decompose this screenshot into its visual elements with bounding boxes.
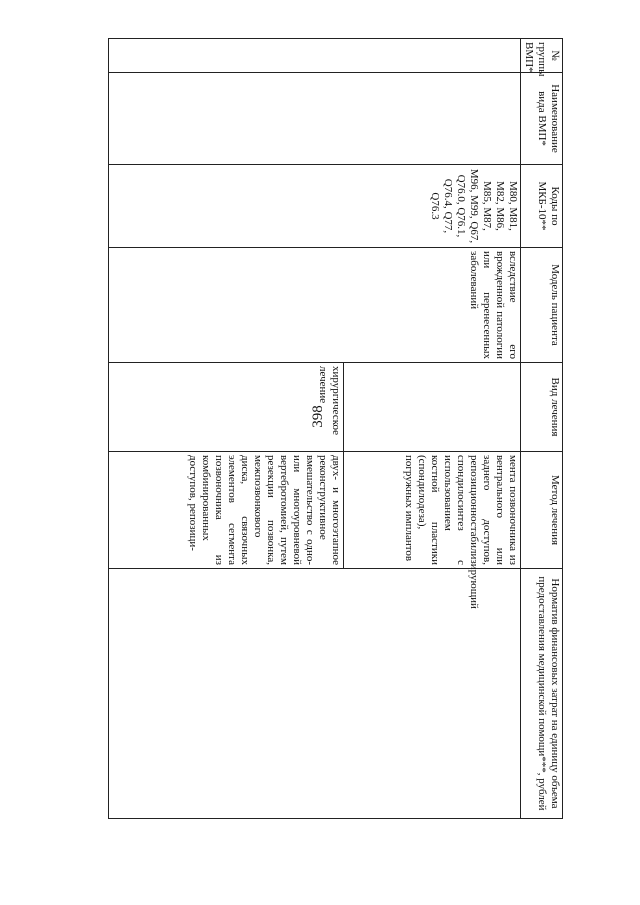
cell-treatment-method: двух- и многоэтапное реконструктивное вмешательство с одно- или многоуровневой вертебротомией, путем резекции позвонка, межпозвонкового диска, связочных элементов сегмента позвоночника из комбинированных доступов, репозици-: [109, 452, 344, 569]
cell-patient-model: вследствие его врожденной патологии или перенесенных заболеваний: [109, 248, 521, 363]
rotated-table-sheet: [108, 38, 563, 818]
cell-group-number: [109, 39, 521, 73]
header-treatment-type: Вид лечения: [521, 363, 563, 452]
cell-treatment-method: мента позвоночника из вентрального или заднего доступов, репозиционностабилизирующий спондилосинтез с использованием костной пластики (спондилодеза), погружных имплантов: [343, 452, 520, 569]
header-type-name: Наименование вида ВМП*: [521, 73, 563, 165]
header-treatment-method: Метод лечения: [521, 452, 563, 569]
page-number: 398: [309, 405, 326, 428]
header-cost-norm: Норматив финансовых затрат на единицу объема предоставления медицинской помощи***, рублей: [521, 569, 563, 819]
header-icd-codes: Коды по МКБ-10**: [521, 165, 563, 248]
treatment-table: [108, 38, 563, 819]
cell-type-name: [109, 73, 521, 165]
header-row: [521, 39, 563, 819]
cell-treatment-type: [343, 363, 520, 452]
header-group-number: № группы ВМП*: [521, 39, 563, 73]
cell-icd-codes: M80, M81, M82, M86, M85, M87, M96, M99, Q67, Q76.0, Q76.1, Q76.4, Q77, Q76.3: [109, 165, 521, 248]
table-row: [343, 39, 520, 819]
cell-cost-norm: [109, 569, 521, 819]
cell-treatment-type: хирургическое лечение: [109, 363, 344, 452]
header-patient-model: Модель пациента: [521, 248, 563, 363]
